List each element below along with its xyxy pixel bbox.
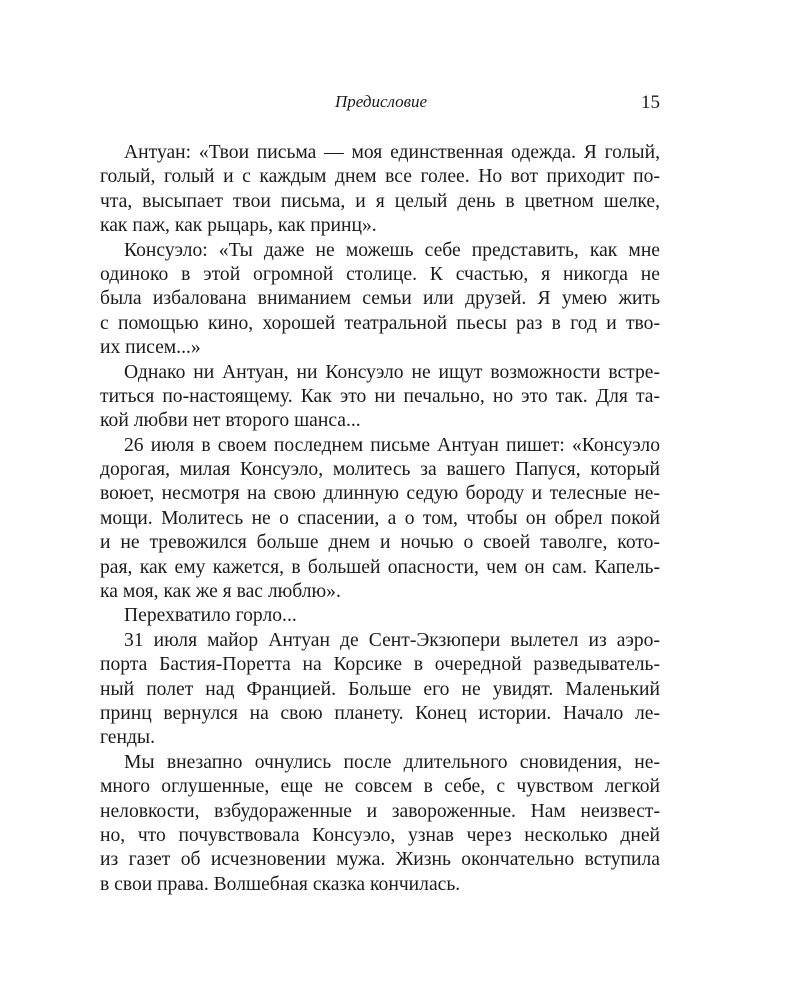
text-line: дорогая, милая Консуэло, молитесь за вашего Папуся, который (100, 459, 660, 481)
text-line: порта Бастия-Поретта на Корсике в очередной разведыватель- (100, 654, 660, 676)
text-line: генды. (100, 727, 155, 749)
section-title: Предисловие (334, 92, 428, 111)
text-line: из газет об исчезновении мужа. Жизнь окончательно вступила (100, 849, 660, 871)
text-line: 26 июля в своем последнем письме Антуан пишет: «Консуэло (124, 434, 660, 456)
body-text (100, 141, 660, 897)
text-line: Однако ни Антуан, ни Консуэло не ищут возможности встре- (124, 361, 660, 383)
text-line: Мы внезапно очнулись после длительного сновидения, не- (124, 751, 660, 773)
text-line: ный полет над Францией. Больше его не увидят. Маленький (100, 678, 660, 700)
text-line: чта, высыпает твои письма, и я целый день в цветном шелке, (100, 190, 660, 212)
text-line: и не тревожился больше днем и ночью о своей таволге, кото- (100, 532, 660, 554)
text-line: была избалована вниманием семьи или друзей. Я умею жить (100, 288, 660, 310)
text-line: их писем...» (100, 337, 201, 359)
text-line: Перехватило горло... (124, 605, 297, 627)
text-line: воюет, несмотря на свою длинную седую бороду и телесные не- (100, 483, 660, 505)
text-line: в свои права. Волшебная сказка кончилась. (100, 873, 461, 895)
text-line: одиноко в этой огромной столице. К счастью, я никогда не (100, 263, 660, 285)
text-line: Консуэло: «Ты даже не можешь себе представить, как мне (124, 239, 660, 261)
text-line: много оглушенные, еще не совсем в себе, с чувством легкой (100, 776, 660, 798)
text-line: но, что почувствовала Консуэло, узнав через несколько дней (100, 824, 660, 846)
text-line: как паж, как рыцарь, как принц». (100, 215, 377, 237)
page-number: 15 (641, 92, 660, 113)
running-head (0, 92, 800, 118)
text-line: мощи. Молитесь не о спасении, а о том, чтобы он обрел покой (100, 507, 660, 529)
text-line: голый, голый и с каждым днем все голее. Но вот приходит по- (100, 166, 660, 188)
text-line: с помощью кино, хорошей театральной пьесы раз в год и тво- (100, 312, 660, 334)
text-line: титься по-настоящему. Как это ни печально, но это так. Для та- (100, 385, 660, 407)
text-line: неловкости, взбудораженные и завороженные. Нам неизвест- (100, 800, 660, 822)
text-line: ка моя, как же я вас люблю». (100, 581, 341, 603)
text-line: кой любви нет второго шанса... (100, 410, 361, 432)
text-line: рая, как ему кажется, в большей опасности, чем он сам. Капель- (100, 556, 660, 578)
text-line: 31 июля майор Антуан де Сент-Экзюпери вылетел из аэро- (124, 629, 660, 651)
text-line: Антуан: «Твои письма — моя единственная одежда. Я голый, (124, 142, 660, 163)
text-line: принц вернулся на свою планету. Конец истории. Начало ле- (100, 702, 660, 724)
